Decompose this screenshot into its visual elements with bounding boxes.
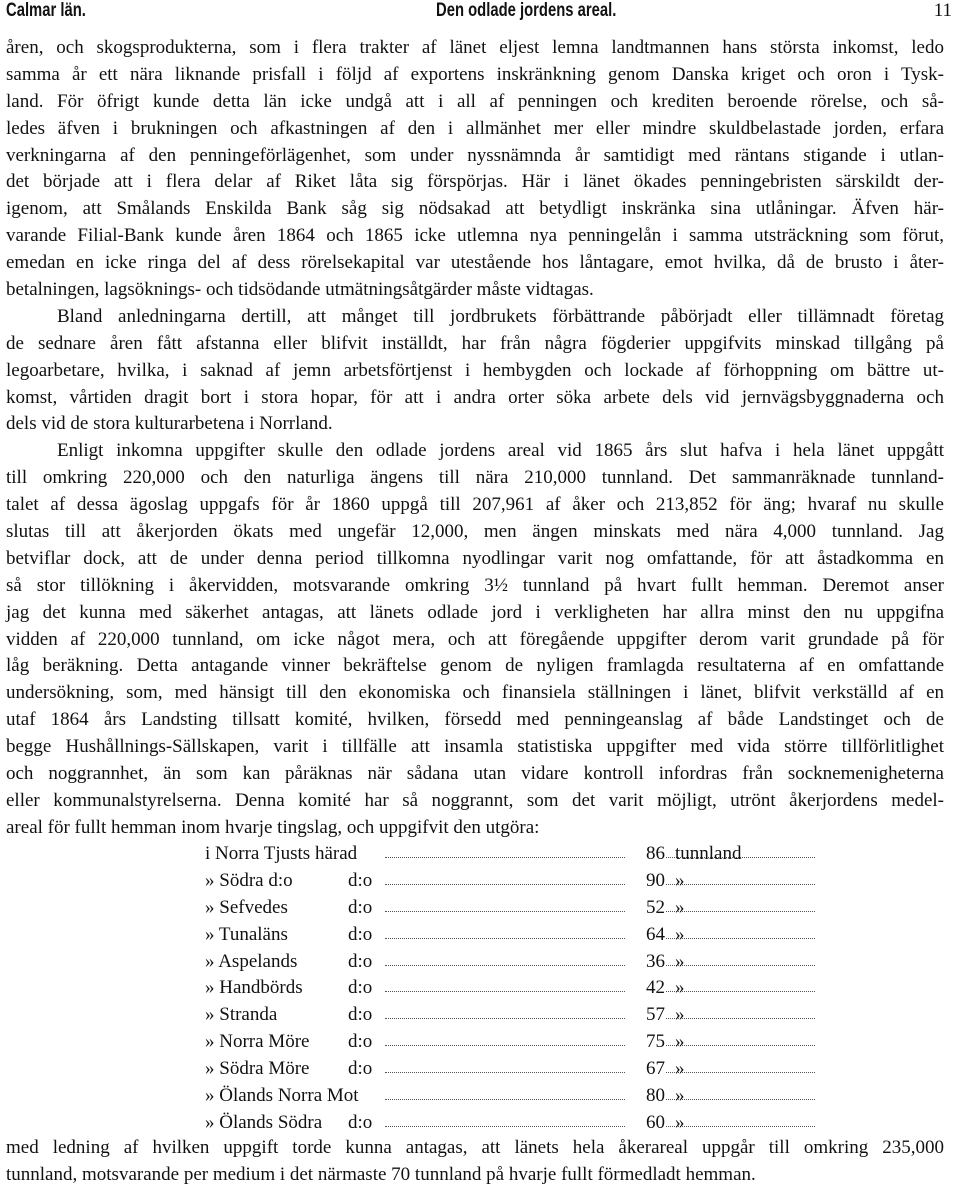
text-line: utaf 1864 års Landsting tillsatt komité, hvilken, försedd med penningeanslag af både Landstinget och de [6,709,944,731]
district-unit: tunnland [675,843,742,864]
list-item [205,1056,745,1083]
district-unit: » [675,1111,685,1133]
list-item [205,922,745,949]
district-value: 52 [625,895,665,922]
district-ditto: d:o [348,868,376,895]
district-unit: » [675,1031,685,1053]
text-line: verkningarna af den penningeförlägenhet, som under nyssnämnda år samtidigt med räntans stigande i utlan- [6,144,944,166]
text-line: varande Filial-Bank kunde åren 1864 och 1865 icke utlemna nya penningelån i samma utsträckning som förut, [6,225,944,247]
page-number: 11 [933,0,952,21]
district-value: 42 [625,975,665,1002]
tingslag-list [205,841,745,1137]
text-line: dels vid de stora kulturarbetena i Norrland. [6,413,333,435]
text-line: undersökning, som, med hänsigt till den ekonomiska och finansiela ställningen i länet, blifvit verkställd af en [6,682,944,704]
text-line: vidden af 220,000 tunnland, om icke något mera, och att föregående uppgifter derom varit grundade på för [6,628,944,650]
text-line: Bland anledningarna dertill, att månget till jordbrukets förbättrande påbörjadt eller tillämnadt företag [57,305,944,327]
text-line: legoarbetare, hvilka, i saknad af jemn arbetsförtjenst i hembygden och lockade af förhoppning om bättre ut- [6,359,944,381]
district-unit: » [675,896,685,918]
district-ditto: d:o [348,1002,376,1029]
district-value: 90 [625,868,665,895]
district-ditto: d:o [348,1029,376,1056]
text-line: igenom, att Smålands Enskilda Bank såg sig nödsakad att betydligt inskränka sina utlåningar. Äfven här- [6,198,944,220]
district-name: » Sefvedes [205,895,292,922]
text-line: de sednare åren fått afstanna eller blifvit inställdt, har från några fögderier uppgifvits minskad tillgång på [6,332,944,354]
text-line: komst, vårtiden dragit bort i stora hopar, för att i andra orter söka arbete dels vid jernvägsbyggnaderna och [6,386,944,408]
text-line: begge Hushållnings-Sällskapen, varit i tillfälle att insamla statistiska uppgifter med vida större tillförlitlighet [6,736,944,758]
district-value: 80 [625,1083,665,1110]
text-line: eller kommunalstyrelserna. Denna komité har så noggrannt, som det varit möjligt, utrönt åkerjordens medel- [6,789,944,811]
list-item [205,868,745,895]
district-name: » Aspelands [205,949,301,976]
text-line: åren, och skogsprodukterna, som i flera trakter af länet eljest lemna landtmannen hans största inkomst, ledo [6,37,944,58]
text-line: det började att i flera delar af Riket låta sig förspörjas. Här i länet ökades penningebristen särskildt der- [6,171,944,193]
text-line: och noggrannhet, än som kan påräknas när sådana utan vidare kontroll infordras från socknemenigheterna [6,763,944,785]
text-line: slutas till att åkerjorden ökats med ungefär 12,000, men ängen minskats med nära 4,000 tunnland. Jag [6,521,944,543]
district-unit: » [675,923,685,945]
district-value: 60 [625,1110,665,1137]
district-name: » Stranda [205,1002,281,1029]
district-ditto: d:o [348,922,376,949]
district-name: » Ölands Södra [205,1110,326,1137]
district-unit: » [675,869,685,891]
closing-paragraph [6,1134,944,1188]
list-item [205,1083,745,1110]
text-line: Enligt inkomna uppgifter skulle den odlade jordens areal vid 1865 års slut hafva i hela länet uppgått [57,440,944,462]
text-line: areal för fullt hemman inom hvarje tingslag, och uppgifvit den utgöra: [6,816,540,838]
district-value: 75 [625,1029,665,1056]
district-name: » Södra d:o [205,868,297,895]
text-line: till omkring 220,000 och den naturliga ängens till nära 210,000 tunnland. Det sammanräknade tunnland- [6,467,944,489]
district-name: » Södra Möre [205,1056,313,1083]
text-line: betviflar dock, att de under denna period tillkomna nyodlingar varit nog omfattande, för att åstadkomma en [6,547,944,569]
text-line: så stor tillökning i åkervidden, motsvarande omkring 3½ tunnland på hvart fullt hemman. Deremot anser [6,574,944,596]
district-name: » Tunaläns [205,922,292,949]
district-ditto: d:o [348,895,376,922]
list-item [205,1110,745,1137]
text-line: emedan en icke ringa del af dess rörelsekapital var utestående hos låntagare, emot hvilka, då de brusto i åter- [6,252,944,274]
district-ditto: d:o [348,975,376,1002]
district-value: 36 [625,949,665,976]
text-line: ledes äfven i brukningen och afkastningen af den i allmänhet mer eller mindre skuldbelastade jorden, erfara [6,117,944,139]
text-line: jag det kunna med säkerhet antagas, att länets odlade jord i verkligheten har allra minst den nu uppgifna [6,601,944,623]
text-line: med ledning af hvilken uppgift torde kunna antagas, att länets hela åkerareal uppgår till omkring 235,000 [6,1137,944,1158]
district-unit: » [675,950,685,972]
district-name: » Norra Möre [205,1029,313,1056]
text-line: samma år ett nära liknande prisfall i följd af exportens inskränkning genom Danska kriget och oron i Tysk- [6,63,944,85]
district-ditto: d:o [348,1110,376,1137]
list-item [205,895,745,922]
district-name: » Handbörds [205,975,307,1002]
running-head-center: Den odlade jordens areal. [436,0,617,21]
district-value: 64 [625,922,665,949]
district-name: i Norra Tjusts härad [205,841,361,868]
text-line: talet af dessa ägoslag uppgafs för år 1860 uppgå till 207,961 af åker och 213,852 för äng; hvaraf nu skulle [6,494,944,516]
district-value: 67 [625,1056,665,1083]
text-line: låg beräkning. Detta antagande vinner bekräftelse genom de nyligen framlagda resultaterna af en omfattande [6,655,944,677]
text-line: tunnland, motsvarande per medium i det närmaste 70 tunnland på hvarje fullt förmedladt hemman. [6,1163,756,1185]
list-item [205,975,745,1002]
running-head-left: Calmar län. [6,0,86,21]
body-text [6,35,944,842]
district-value: 57 [625,1002,665,1029]
district-ditto: d:o [348,1056,376,1083]
district-value: 86 [625,841,665,868]
list-item [205,1029,745,1056]
district-ditto: d:o [348,949,376,976]
district-unit: » [675,1058,685,1080]
district-name: » Ölands Norra Mot [205,1083,363,1110]
text-line: betalningen, lagsöknings- och tidsödande utmätningsåtgärder måste vidtagas. [6,279,594,301]
district-unit: » [675,1085,685,1107]
list-item [205,949,745,976]
list-item [205,1002,745,1029]
page-header [0,0,960,22]
district-unit: » [675,977,685,999]
list-item [205,841,745,868]
district-unit: » [675,1004,685,1026]
text-line: land. För öfrigt kunde detta län icke undgå att i all af penningen och krediten beroende rörelse, och så- [6,90,944,112]
